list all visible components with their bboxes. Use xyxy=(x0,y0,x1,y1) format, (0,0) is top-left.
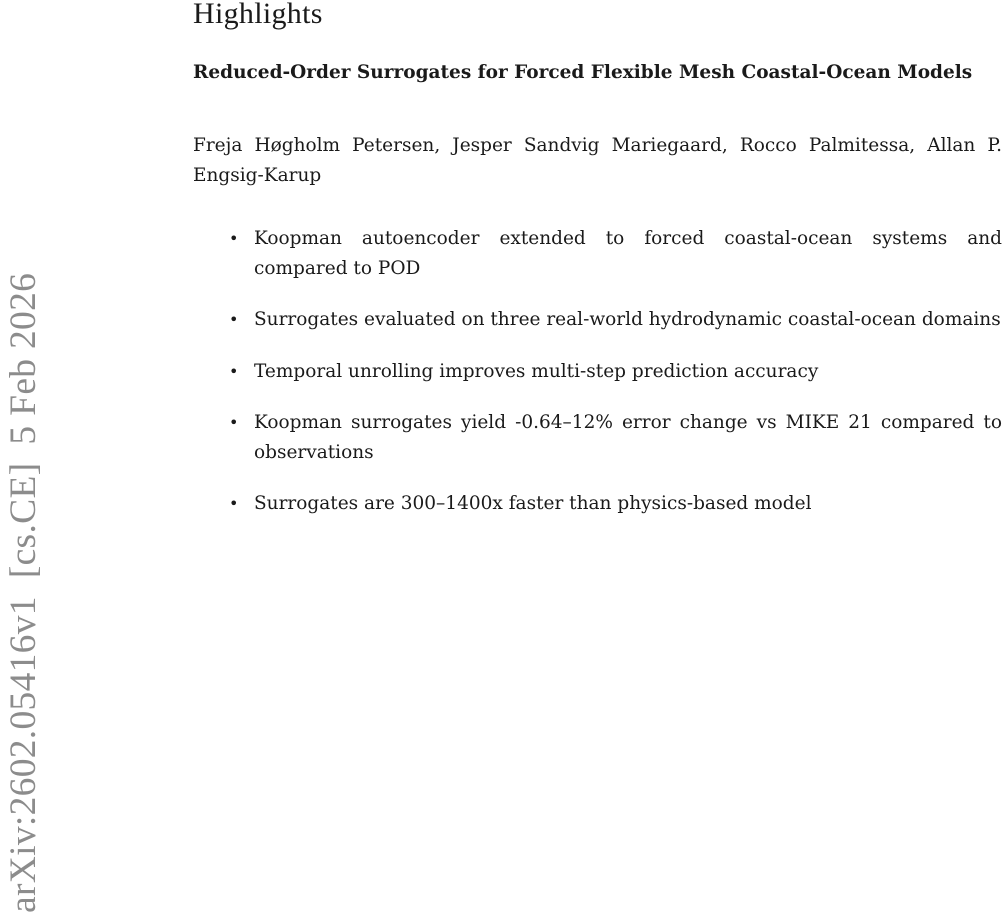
section-title: Highlights xyxy=(193,0,323,30)
arxiv-date: 5 Feb 2026 xyxy=(3,272,44,445)
highlight-item xyxy=(229,305,1002,335)
highlight-text: Koopman surrogates yield -0.64–12% error change vs MIKE 21 compared to observations xyxy=(254,412,1002,463)
bullet-icon: • xyxy=(229,310,239,329)
bullet-icon: • xyxy=(229,413,239,432)
highlight-text: Temporal unrolling improves multi-step prediction accuracy xyxy=(254,360,819,382)
highlight-text: Surrogates evaluated on three real-world hydrodynamic coastal-ocean domains xyxy=(254,309,1001,330)
bullet-icon: • xyxy=(229,361,239,381)
author-list: Freja Høgholm Petersen, Jesper Sandvig Mariegaard, Rocco Palmitessa, Allan P. Engsig-Karup xyxy=(193,135,1002,186)
bullet-icon: • xyxy=(229,494,239,513)
highlight-item xyxy=(229,489,1002,519)
highlights-list xyxy=(229,224,1002,541)
arxiv-stamp xyxy=(2,193,46,913)
arxiv-id: arXiv:2602.05416v1 xyxy=(3,596,44,913)
paper-title: Reduced-Order Surrogates for Forced Flexible Mesh Coastal-Ocean Models xyxy=(193,62,973,83)
highlight-text: Surrogates are 300–1400x faster than physics-based model xyxy=(254,493,812,514)
highlight-text: Koopman autoencoder extended to forced coastal-ocean systems and compared to POD xyxy=(254,228,1002,279)
highlight-item xyxy=(229,408,1002,467)
highlight-item xyxy=(229,224,1002,283)
highlight-item xyxy=(229,357,1002,387)
arxiv-category: [cs.CE] xyxy=(3,462,44,579)
bullet-icon: • xyxy=(229,229,239,248)
